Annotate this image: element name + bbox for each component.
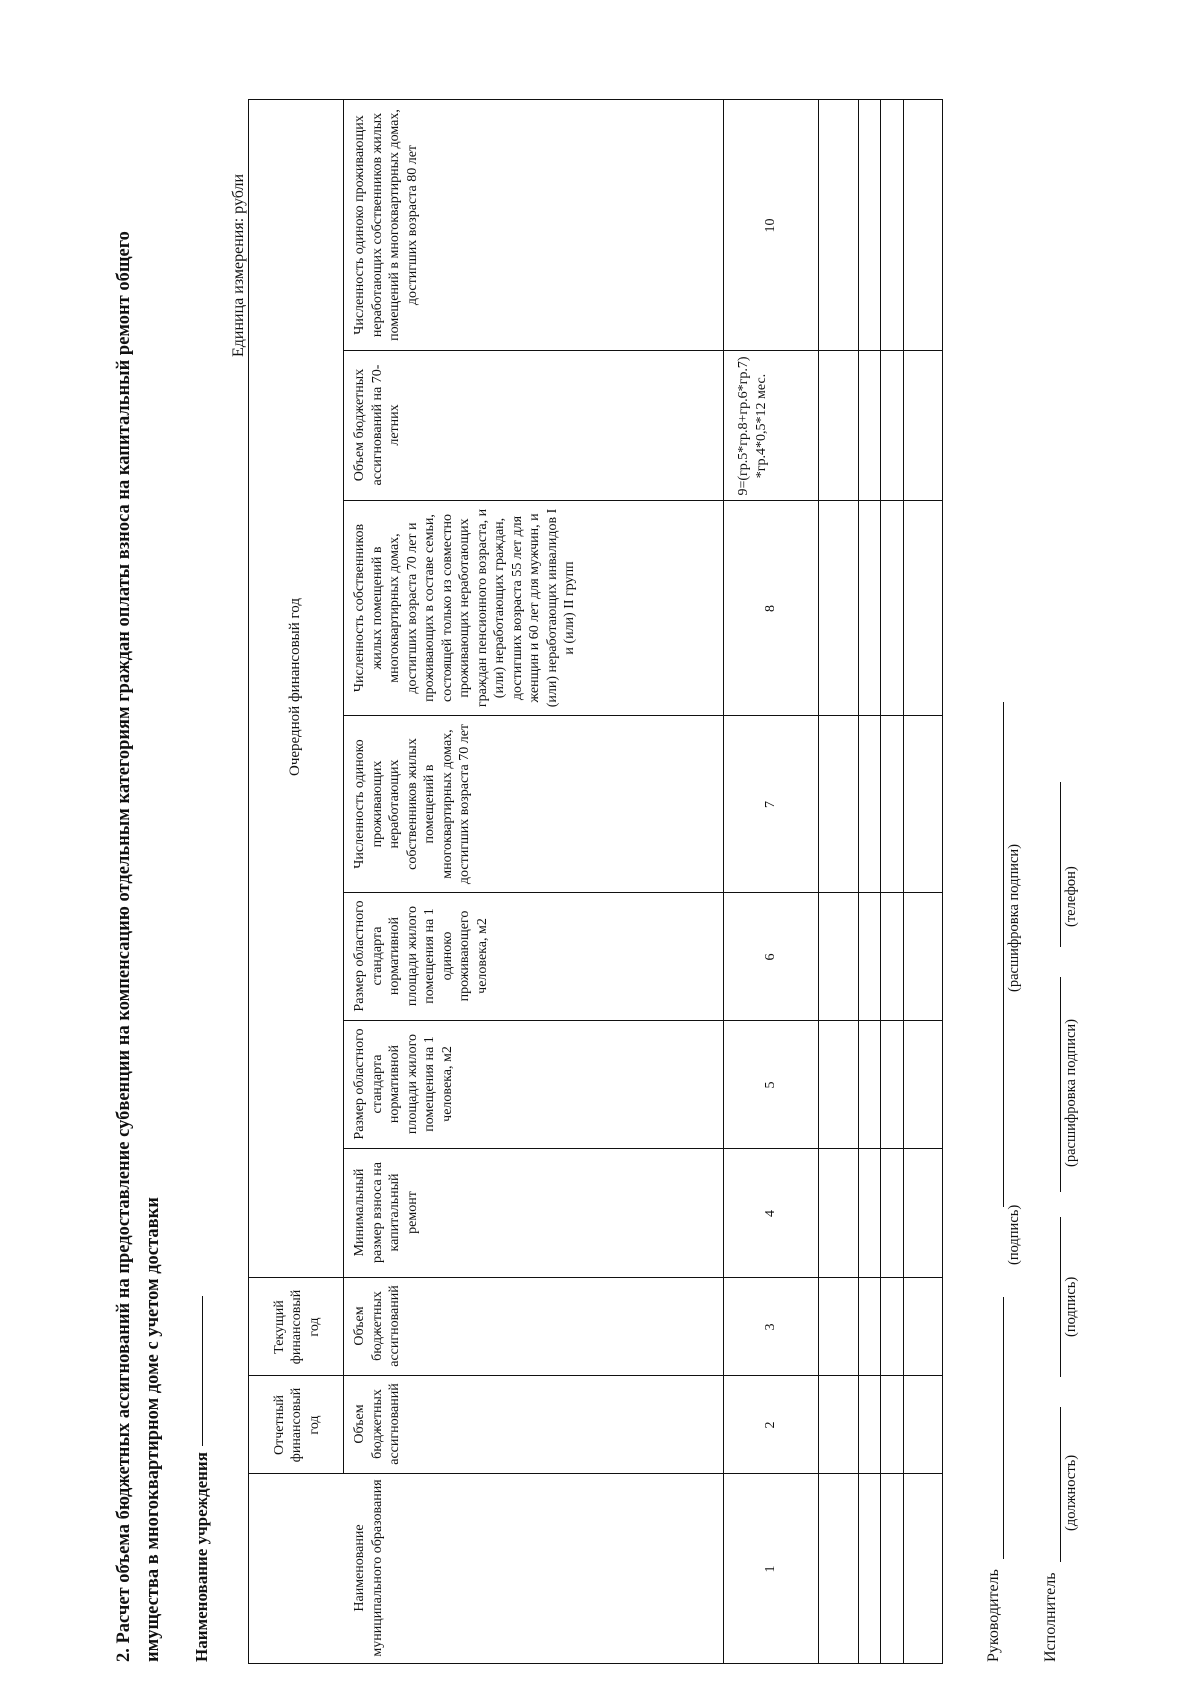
head-label: Руководитель — [985, 1569, 1002, 1662]
group-header-reporting-year: Отчетный финансовый год — [271, 1387, 322, 1463]
column-divider — [343, 350, 943, 351]
row-line — [903, 99, 904, 1664]
column-number-9-formula: 9=(гр.5*гр.8+гр.6*гр.7) *гр.4*0,5*12 мес. — [736, 356, 769, 496]
table-border-left — [248, 1663, 943, 1664]
column-header-single-owners-80: Численность одиноко проживающих неработающих собственников жилых помещений в многоквартирных домах, достигших возраста 80 лет — [352, 109, 420, 341]
exec-caption-sign: (подпись) — [1063, 1276, 1079, 1337]
row-line — [858, 99, 859, 1664]
exec-caption-position: (должность) — [1063, 1454, 1079, 1531]
column-number-4: 4 — [762, 1210, 778, 1217]
group-header-next-year: Очередной финансовый год — [286, 598, 303, 776]
column-header-family-owners-70: Численность собственников жилых помещений в многоквартирных домах, достигших возраста 70 лет и проживающих в составе семьи, состоящей только из совместно проживающих неработающих граждан пенсионного возраста, и (или) неработающих граждан, достигших возраста 55 лет для женщин и 60 лет для мужчин, и (или) неработающих инвалидов I и (или) II групп — [352, 508, 577, 708]
column-number-6: 6 — [762, 953, 778, 961]
head-caption-sign: (подпись) — [1006, 1204, 1022, 1265]
executor-phone-line — [1060, 782, 1061, 947]
table-border-right — [248, 99, 943, 100]
units-label: Единица измерения: рубли — [230, 173, 247, 357]
institution-label: Наименование учреждения — [192, 1452, 211, 1662]
column-divider — [343, 500, 943, 501]
column-number-5: 5 — [762, 1081, 778, 1089]
institution-field — [192, 1296, 212, 1662]
column-header-municipality: Наименование муниципального образования — [352, 1479, 385, 1657]
column-header-reporting-budget: Объем бюджетных ассигнований — [352, 1383, 402, 1465]
group-header-current-year: Текущий финансовый год — [271, 1289, 322, 1365]
budget-table — [248, 99, 943, 1664]
column-number-1: 1 — [762, 1565, 778, 1573]
column-header-area-standard: Размер областного стандарта нормативной площади жилого помещения на 1 человека, м2 — [352, 1028, 455, 1140]
column-divider — [343, 1148, 943, 1149]
column-divider — [343, 715, 943, 716]
head-caption-decode: (расшифровка подписи) — [1006, 843, 1022, 992]
column-divider — [343, 1020, 943, 1021]
table-border-bottom — [942, 99, 943, 1664]
executor-decode-line — [1060, 977, 1061, 1192]
column-header-min-contribution: Минимальный размер взноса на капитальный ремонт — [352, 1162, 420, 1263]
number-row-bottom-line — [818, 99, 819, 1664]
row-line — [880, 99, 881, 1664]
column-header-area-standard-single: Размер областного стандарта нормативной площади жилого помещения на 1 одиноко проживающего человека, м2 — [352, 900, 490, 1012]
head-decode-line — [1003, 702, 1004, 1207]
institution-blank-line — [202, 1296, 203, 1446]
document-title: 2. Расчет объема бюджетных ассигнований на предоставление субвенции на компенсацию отдельным категориям граждан оплаты взноса на капитальный ремонт общего имущества в многоквартирном доме с учетом доставки — [114, 231, 163, 1662]
column-divider — [248, 1375, 943, 1376]
exec-caption-phone: (телефон) — [1063, 866, 1079, 927]
executor-label: Исполнитель — [1042, 1572, 1059, 1662]
column-number-7: 7 — [762, 801, 778, 808]
exec-caption-decode: (расшифровка подписи) — [1063, 1018, 1079, 1167]
column-number-2: 2 — [762, 1421, 778, 1429]
column-number-3: 3 — [762, 1323, 778, 1331]
column-divider — [343, 892, 943, 893]
column-header-current-budget: Объем бюджетных ассигнований — [352, 1285, 402, 1367]
executor-signature-line — [1060, 1217, 1061, 1377]
executor-position-line — [1060, 1407, 1061, 1562]
column-header-single-owners-70: Численность одиноко проживающих неработающих собственников жилых помещений в многоквартирных домах, достигших возраста 70 лет — [352, 723, 472, 885]
column-number-8: 8 — [762, 605, 778, 612]
column-number-10: 10 — [762, 218, 778, 233]
column-header-budget-70: Объем бюджетных ассигнований на 70-летних — [352, 364, 402, 486]
column-divider — [248, 1473, 943, 1474]
column-divider — [248, 1277, 943, 1278]
head-signature-line — [1003, 1297, 1004, 1559]
